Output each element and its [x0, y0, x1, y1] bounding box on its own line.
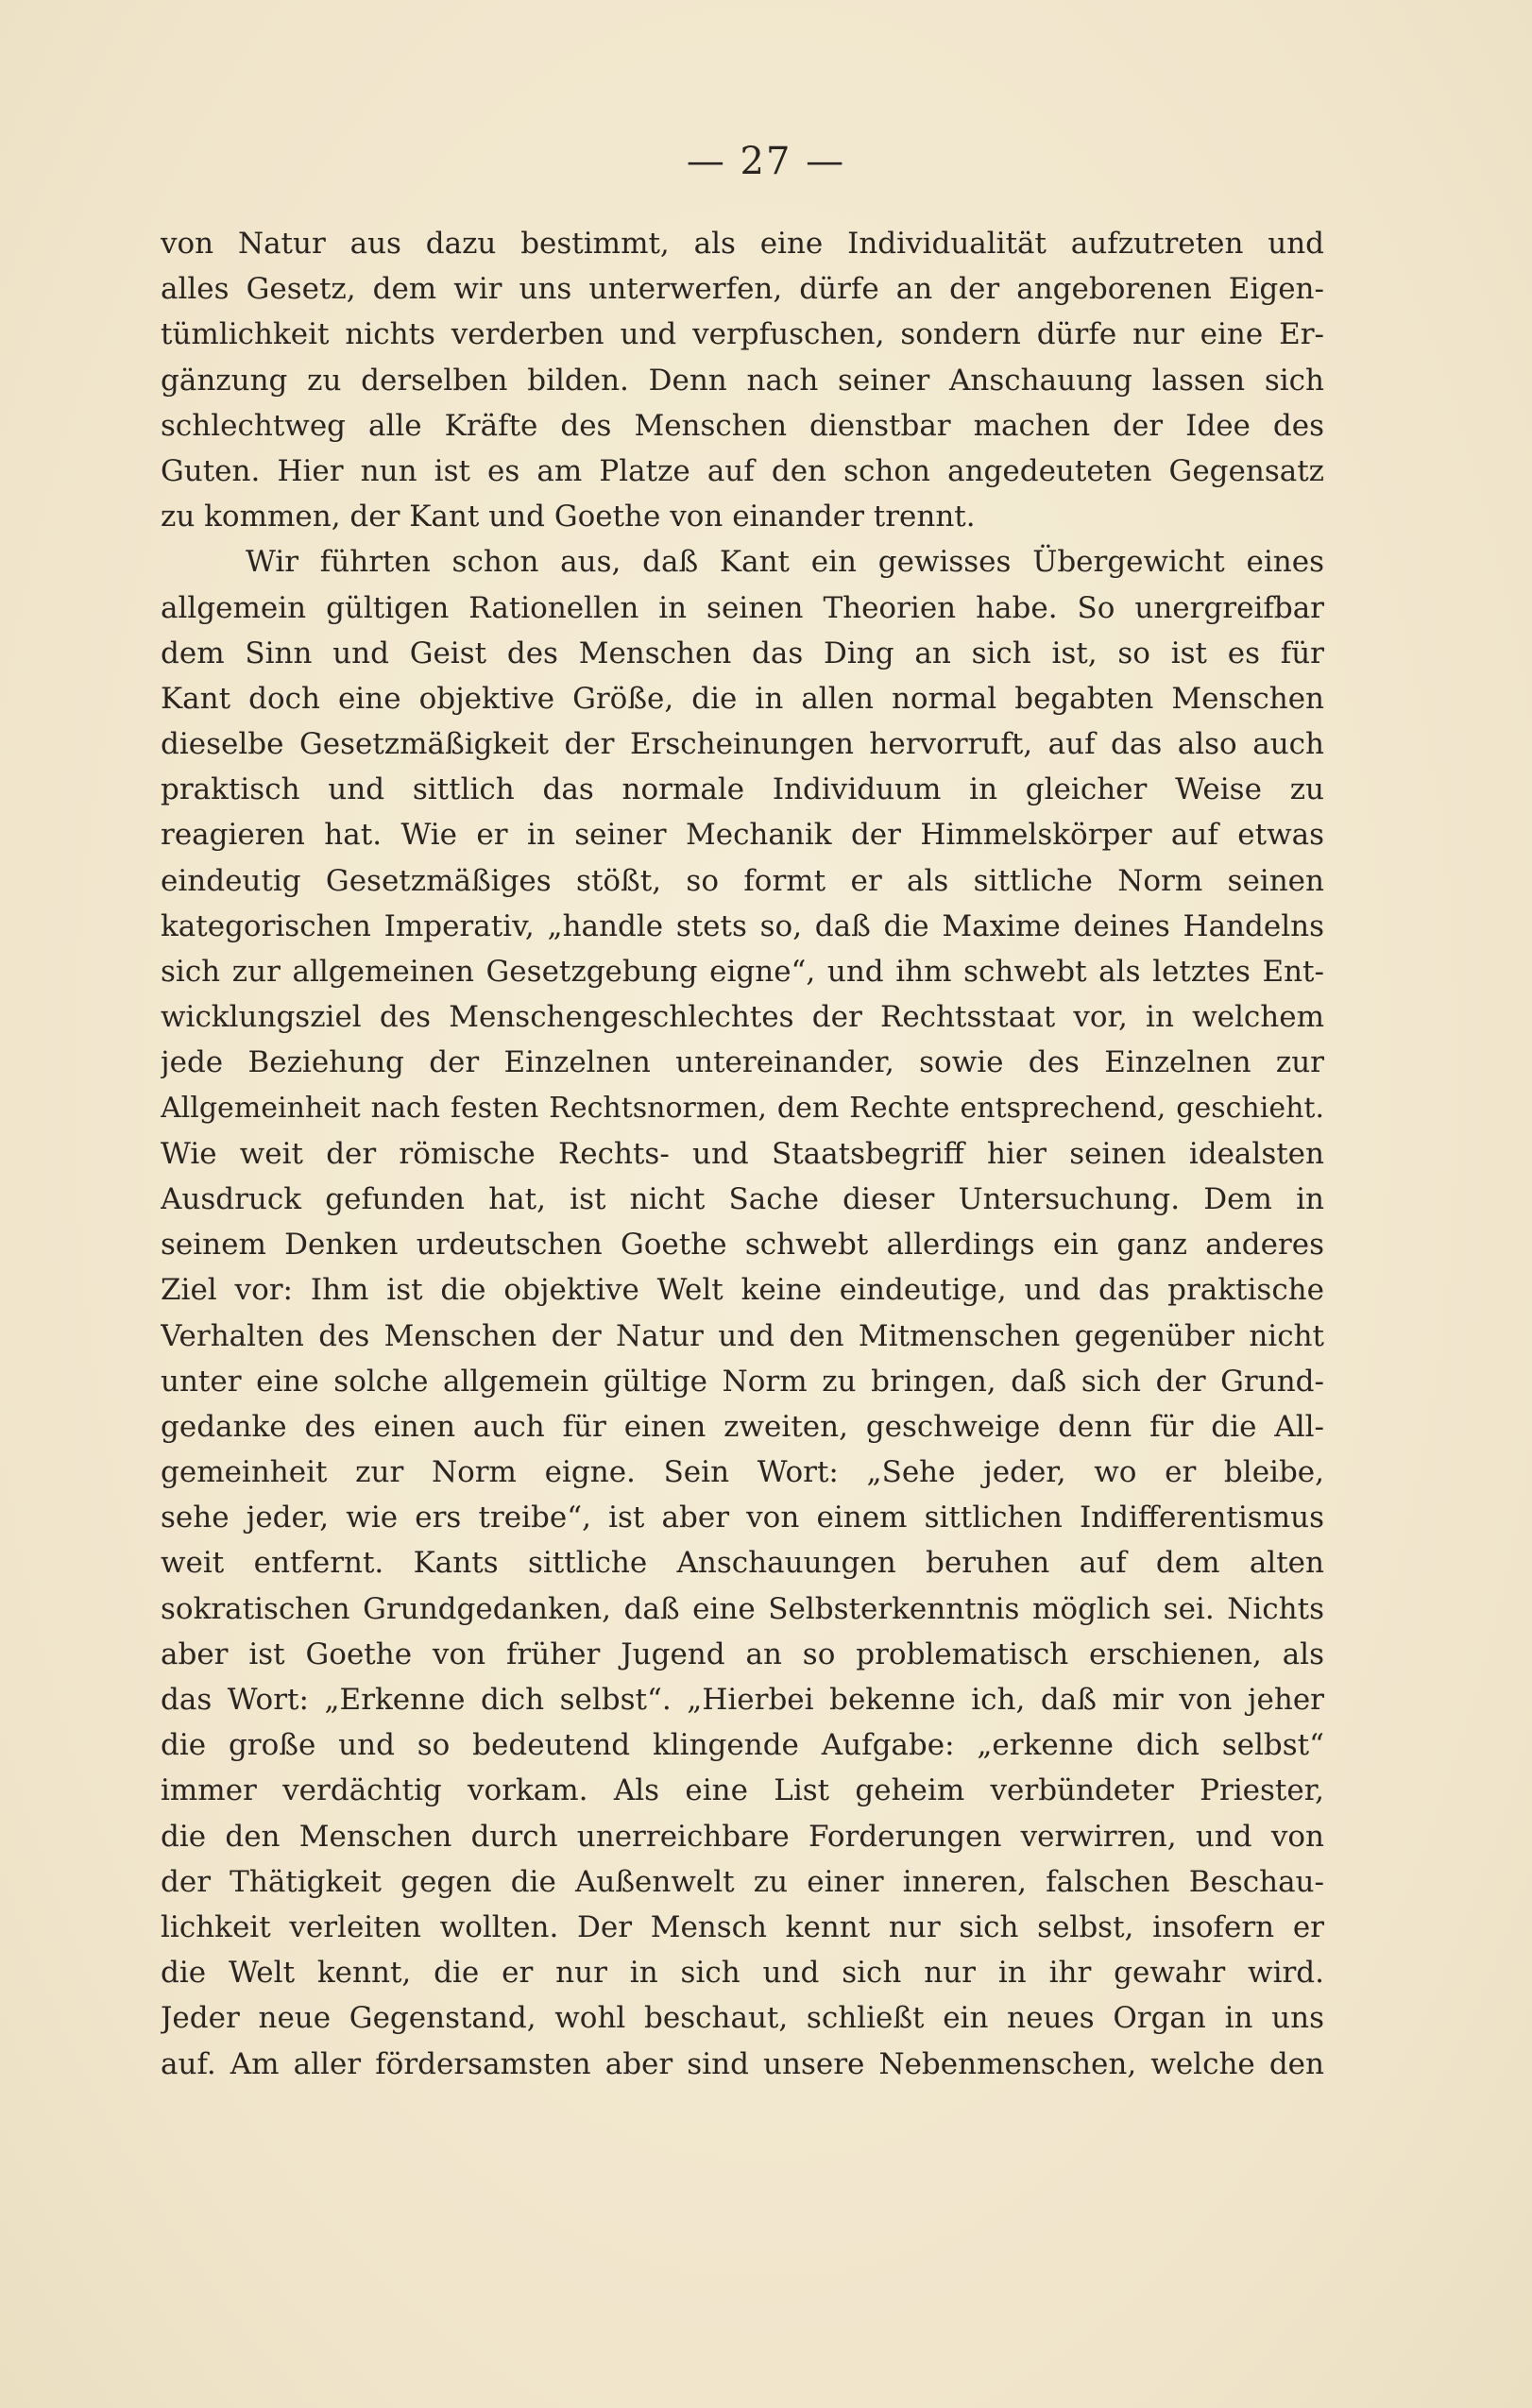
text-line: praktisch und sittlich das normale Individuum in gleicher Weise zu [161, 772, 1324, 807]
text-line: unter eine solche allgemein gültige Norm zu bringen, daß sich der Grund- [161, 1364, 1324, 1399]
text-line: Ziel vor: Ihm ist die objektive Welt keine eindeutige, und das praktische [161, 1273, 1324, 1308]
text-line: alles Gesetz, dem wir uns unterwerfen, dürfe an der angeborenen Eigen- [161, 272, 1324, 307]
text-line: Jeder neue Gegenstand, wohl beschaut, schließt ein neues Organ in uns [161, 2001, 1324, 2036]
text-line: dieselbe Gesetzmäßigkeit der Erscheinungen hervorruft, auf das also auch [161, 727, 1324, 762]
body-text [161, 221, 1324, 2087]
text-line: jede Beziehung der Einzelnen untereinander, sowie des Einzelnen zur [161, 1045, 1324, 1080]
text-line: gedanke des einen auch für einen zweiten, geschweige denn für die All- [161, 1409, 1324, 1444]
text-line: Wir führten schon aus, daß Kant ein gewisses Übergewicht eines [246, 545, 1324, 580]
text-line: sokratischen Grundgedanken, daß eine Selbsterkenntnis möglich sei. Nichts [161, 1591, 1324, 1626]
text-line: lichkeit verleiten wollten. Der Mensch kennt nur sich selbst, insofern er [161, 1909, 1324, 1944]
text-line: der Thätigkeit gegen die Außenwelt zu einer inneren, falschen Beschau- [161, 1864, 1324, 1899]
text-line: weit entfernt. Kants sittliche Anschauungen beruhen auf dem alten [161, 1546, 1324, 1581]
text-line: Guten. Hier nun ist es am Platze auf den schon angedeuteten Gegensatz [161, 453, 1324, 488]
text-line: eindeutig Gesetzmäßiges stößt, so formt er als sittliche Norm seinen [161, 863, 1324, 898]
text-line: gänzung zu derselben bilden. Denn nach seiner Anschauung lassen sich [161, 363, 1324, 398]
text-line: dem Sinn und Geist des Menschen das Ding an sich ist, so ist es für [161, 636, 1324, 670]
text-line: kategorischen Imperativ, „handle stets so, daß die Maxime deines Handelns [161, 908, 1324, 943]
text-line: die Welt kennt, die er nur in sich und sich nur in ihr gewahr wird. [161, 1956, 1324, 1991]
text-line: seinem Denken urdeutschen Goethe schwebt allerdings ein ganz anderes [161, 1228, 1324, 1263]
text-line: auf. Am aller fördersamsten aber sind unsere Nebenmenschen, welche den [161, 2046, 1324, 2081]
text-line: schlechtweg alle Kräfte des Menschen dienstbar machen der Idee des [161, 408, 1324, 443]
text-line: die den Menschen durch unerreichbare Forderungen verwirren, und von [161, 1819, 1324, 1854]
text-line: gemeinheit zur Norm eigne. Sein Wort: „Sehe jeder, wo er bleibe, [161, 1455, 1324, 1490]
text-line: Allgemeinheit nach festen Rechtsnormen, dem Rechte entsprechend, geschieht. [161, 1091, 1324, 1125]
text-line: tümlichkeit nichts verderben und verpfuschen, sondern dürfe nur eine Er- [161, 317, 1324, 352]
text-line: Kant doch eine objektive Größe, die in allen normal begabten Menschen [161, 681, 1324, 716]
text-line: Wie weit der römische Rechts- und Staatsbegriff hier seinen idealsten [161, 1136, 1324, 1171]
text-line: wicklungsziel des Menschengeschlechtes der Rechtsstaat vor, in welchem [161, 1000, 1324, 1035]
text-line: Ausdruck gefunden hat, ist nicht Sache dieser Untersuchung. Dem in [161, 1181, 1324, 1216]
page-number: — 27 — [686, 140, 846, 183]
text-line: allgemein gültigen Rationellen in seinen Theorien habe. So unergreifbar [161, 590, 1324, 625]
text-line: Verhalten des Menschen der Natur und den Mitmenschen gegenüber nicht [161, 1318, 1324, 1353]
text-line: sich zur allgemeinen Gesetzgebung eigne“, und ihm schwebt als letztes Ent- [161, 955, 1324, 989]
text-line: zu kommen, der Kant und Goethe von einander trennt. [161, 500, 976, 534]
text-line: aber ist Goethe von früher Jugend an so problematisch erschienen, als [161, 1636, 1324, 1671]
text-line: sehe jeder, wie ers treibe“, ist aber von einem sittlichen Indifferentismus [161, 1501, 1324, 1535]
text-line: das Wort: „Erkenne dich selbst“. „Hierbei bekenne ich, daß mir von jeher [161, 1683, 1324, 1717]
text-line: immer verdächtig vorkam. Als eine List geheim verbündeter Priester, [161, 1773, 1324, 1808]
text-line: reagieren hat. Wie er in seiner Mechanik der Himmelskörper auf etwas [161, 818, 1324, 853]
text-line: von Natur aus dazu bestimmt, als eine Individualität aufzutreten und [161, 227, 1324, 261]
text-line: die große und so bedeutend klingende Aufgabe: „erkenne dich selbst“ [161, 1728, 1324, 1763]
